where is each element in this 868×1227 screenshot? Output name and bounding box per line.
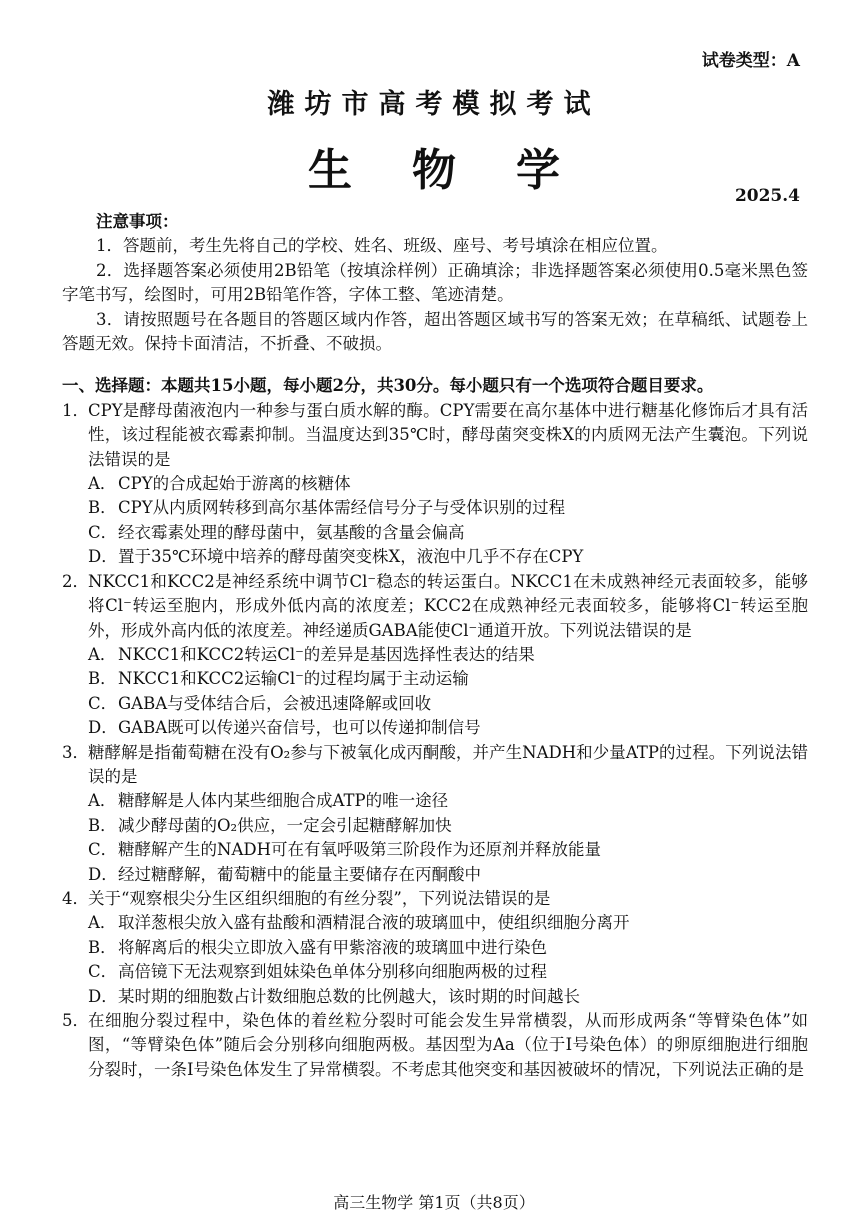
option-c bbox=[62, 521, 808, 545]
option-text: 糖酵解产生的NADH可在有氧呼吸第三阶段作为还原剂并释放能量 bbox=[118, 840, 601, 860]
option-letter: D． bbox=[88, 718, 118, 738]
question-3 bbox=[62, 741, 808, 790]
question-stem: 糖酵解是指葡萄糖在没有O₂参与下被氧化成丙酮酸，并产生NADH和少量ATP的过程。下列说法错误的是 bbox=[88, 742, 808, 786]
question-number: 4． bbox=[62, 888, 89, 908]
option-text: 经衣霉素处理的酵母菌中，氨基酸的含量会偏高 bbox=[118, 522, 465, 542]
option-letter: B． bbox=[88, 815, 117, 835]
option-letter: C． bbox=[88, 962, 118, 982]
question-number: 2． bbox=[62, 571, 89, 591]
option-letter: C． bbox=[88, 522, 118, 542]
option-a bbox=[62, 643, 808, 667]
option-text: CPY的合成起始于游离的核糖体 bbox=[118, 474, 351, 494]
question-4 bbox=[62, 887, 808, 911]
option-letter: D． bbox=[88, 864, 118, 884]
option-d bbox=[62, 863, 808, 887]
exam-type-label: 试卷类型：A bbox=[701, 51, 800, 71]
exam-date: 2025.4 bbox=[734, 186, 800, 206]
option-text: 高倍镜下无法观察到姐妹染色单体分别移向细胞两极的过程 bbox=[118, 962, 547, 982]
question-number: 1． bbox=[62, 400, 89, 420]
option-letter: B． bbox=[88, 937, 117, 957]
option-a bbox=[62, 789, 808, 813]
notice-item: 2．选择题答案必须使用2B铅笔（按填涂样例）正确填涂；非选择题答案必须使用0.5毫米黑色签字笔书写，绘图时，可用2B铅笔作答，字体工整、笔迹清楚。 bbox=[62, 260, 808, 305]
option-text: NKCC1和KCC2转运Cl⁻的差异是基因选择性表达的结果 bbox=[118, 644, 535, 664]
exam-title: 潍坊市高考模拟考试 bbox=[267, 89, 601, 120]
option-letter: B． bbox=[88, 669, 117, 689]
option-text: 某时期的细胞数占计数细胞总数的比例越大，该时期的时间越长 bbox=[118, 986, 580, 1006]
option-letter: D． bbox=[88, 547, 118, 567]
section-heading: 一、选择题：本题共15小题，每小题2分，共30分。每小题只有一个选项符合题目要求。 bbox=[62, 376, 714, 396]
page-footer: 高三生物学 第1页（共8页） bbox=[333, 1193, 535, 1212]
subject-title: 生物学 bbox=[308, 145, 620, 196]
option-d bbox=[62, 545, 808, 569]
option-c bbox=[62, 960, 808, 984]
option-letter: A． bbox=[88, 644, 117, 664]
option-d bbox=[62, 985, 808, 1009]
question-stem: CPY是酵母菌液泡内一种参与蛋白质水解的酶。CPY需要在高尔基体中进行糖基化修饰后才具有活性，该过程能被衣霉素抑制。当温度达到35℃时，酵母菌突变株X的内质网无法产生囊泡。下列说法错误的是 bbox=[88, 400, 808, 469]
option-letter: A． bbox=[88, 913, 117, 933]
option-a bbox=[62, 911, 808, 935]
option-text: 置于35℃环境中培养的酵母菌突变株X，液泡中几乎不存在CPY bbox=[118, 547, 584, 567]
option-c bbox=[62, 838, 808, 862]
option-text: 减少酵母菌的O₂供应，一定会引起糖酵解加快 bbox=[118, 815, 452, 835]
option-letter: D． bbox=[88, 986, 118, 1006]
option-text: 取洋葱根尖放入盛有盐酸和酒精混合液的玻璃皿中，使组织细胞分离开 bbox=[118, 913, 630, 933]
question-stem: NKCC1和KCC2是神经系统中调节Cl⁻稳态的转运蛋白。NKCC1在未成熟神经元表面较多，能够将Cl⁻转运至胞内，形成外低内高的浓度差；KCC2在成熟神经元表面较多，能够将Cl⁻转运至胞外，形成外高内低的浓度差。神经递质GABA能使Cl⁻通道开放。下列说法错误的是 bbox=[88, 571, 808, 640]
notice-title: 注意事项： bbox=[96, 212, 179, 231]
option-c bbox=[62, 692, 808, 716]
option-b bbox=[62, 496, 808, 520]
option-text: CPY从内质网转移到高尔基体需经信号分子与受体识别的过程 bbox=[118, 498, 566, 518]
option-letter: B． bbox=[88, 498, 117, 518]
option-b bbox=[62, 814, 808, 838]
option-b bbox=[62, 667, 808, 691]
question-5 bbox=[62, 1009, 808, 1082]
option-a bbox=[62, 472, 808, 496]
exam-content bbox=[62, 210, 808, 1082]
option-text: 经过糖酵解，葡萄糖中的能量主要储存在丙酮酸中 bbox=[118, 864, 481, 884]
option-text: 糖酵解是人体内某些细胞合成ATP的唯一途径 bbox=[118, 791, 449, 811]
question-stem: 关于“观察根尖分生区组织细胞的有丝分裂”，下列说法错误的是 bbox=[88, 888, 551, 908]
question-2 bbox=[62, 570, 808, 643]
option-letter: A． bbox=[88, 474, 117, 494]
question-1 bbox=[62, 399, 808, 472]
option-text: GABA既可以传递兴奋信号，也可以传递抑制信号 bbox=[118, 718, 481, 738]
option-b bbox=[62, 936, 808, 960]
option-d bbox=[62, 716, 808, 740]
notice-item: 1．答题前，考生先将自己的学校、姓名、班级、座号、考号填涂在相应位置。 bbox=[96, 236, 668, 256]
notice-item: 3．请按照题号在各题目的答题区域内作答，超出答题区域书写的答案无效；在草稿纸、试题卷上答题无效。保持卡面清洁，不折叠、不破损。 bbox=[62, 309, 808, 354]
option-text: GABA与受体结合后，会被迅速降解或回收 bbox=[118, 693, 432, 713]
option-text: 将解离后的根尖立即放入盛有甲紫溶液的玻璃皿中进行染色 bbox=[118, 937, 547, 957]
option-text: NKCC1和KCC2运输Cl⁻的过程均属于主动运输 bbox=[118, 669, 469, 689]
question-number: 3． bbox=[62, 742, 89, 762]
option-letter: C． bbox=[88, 693, 118, 713]
question-number: 5． bbox=[62, 1011, 89, 1030]
option-letter: A． bbox=[88, 791, 117, 811]
option-letter: C． bbox=[88, 840, 118, 860]
question-stem: 在细胞分裂过程中，染色体的着丝粒分裂时可能会发生异常横裂，从而形成两条“等臂染色体”如图，“等臂染色体”随后会分别移向细胞两极。基因型为Aa（位于Ⅰ号染色体）的卵原细胞进行细胞分裂时，一条Ⅰ号染色体发生了异常横裂。不考虑其他突变和基因被破坏的情况，下列说法正确的是 bbox=[88, 1011, 808, 1079]
